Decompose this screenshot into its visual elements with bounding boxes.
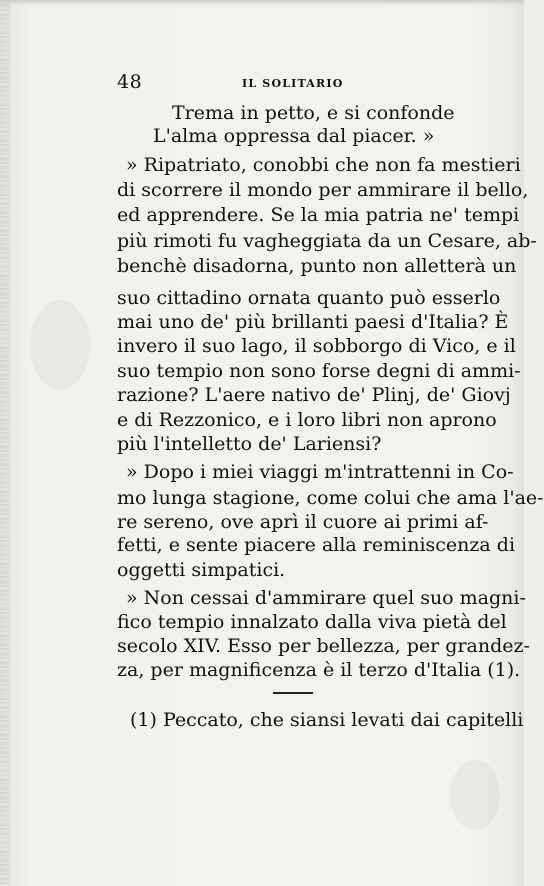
- body-line: più l'intelletto de' Lariensi?: [117, 433, 382, 455]
- body-line: za, per magnificenza è il terzo d'Italia (1).: [117, 659, 521, 681]
- footnote-text: (1) Peccato, che siansi levati dai capitelli: [130, 709, 524, 731]
- verse-line: L'alma oppressa dal piacer. »: [153, 125, 435, 147]
- paper-stain: [450, 760, 500, 830]
- body-line: secolo XIV. Esso per bellezza, per grandez-: [117, 635, 530, 657]
- body-line: razione? L'aere nativo de' Plinj, de' Giovj: [117, 384, 511, 406]
- body-line: ed apprendere. Se la mia patria ne' tempi: [117, 204, 520, 226]
- body-line: invero il suo lago, il sobborgo di Vico, e il: [117, 335, 516, 357]
- body-line: di scorrere il mondo per ammirare il bello,: [117, 179, 529, 201]
- page-binding-edge: [0, 0, 10, 886]
- body-line: » Non cessai d'ammirare quel suo magni-: [126, 587, 526, 609]
- body-line: e di Rezzonico, e i loro libri non aprono: [117, 409, 497, 431]
- page-number: 48: [117, 71, 143, 93]
- body-line: » Dopo i miei viaggi m'intrattenni in Co-: [126, 461, 514, 483]
- body-line: mo lunga stagione, come colui che ama l'ae-: [117, 487, 544, 509]
- body-line: oggetti simpatici.: [117, 559, 286, 581]
- body-line: benchè disadorna, punto non alletterà un: [117, 255, 517, 277]
- verse-line: Trema in petto, e si confonde: [172, 102, 455, 124]
- body-line: più rimoti fu vagheggiata da un Cesare, ab-: [117, 230, 537, 252]
- page-top-edge: [0, 0, 524, 6]
- paper-stain: [30, 300, 90, 390]
- footnote-separator: [273, 692, 313, 694]
- page-header: [117, 71, 471, 95]
- running-title: IL SOLITARIO: [242, 77, 344, 90]
- body-line: re sereno, ove aprì il cuore ai primi af-: [117, 511, 489, 533]
- body-line: suo cittadino ornata quanto può esserlo: [117, 287, 501, 309]
- body-line: fico tempio innalzato dalla viva pietà del: [117, 611, 507, 633]
- body-line: » Ripatriato, conobbi che non fa mestieri: [126, 154, 521, 176]
- body-line: suo tempio non sono forse degni di ammi-: [117, 360, 521, 382]
- body-line: fetti, e sente piacere alla reminiscenza di: [117, 534, 516, 556]
- body-line: mai uno de' più brillanti paesi d'Italia? È: [117, 311, 509, 333]
